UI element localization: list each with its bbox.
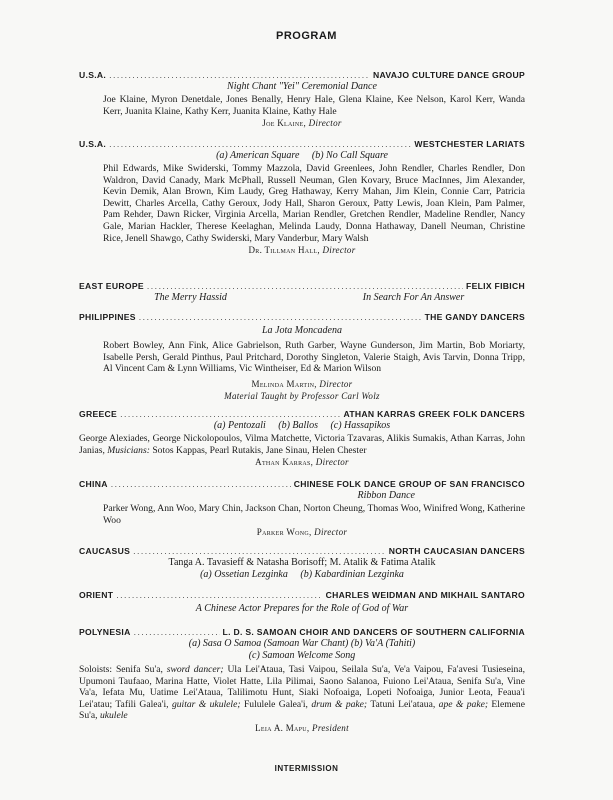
dance-titles — [79, 292, 525, 304]
group-name: FELIX FIBICH — [466, 281, 525, 291]
entry-heading — [79, 627, 525, 638]
entry-greece — [79, 409, 525, 468]
group-name: L. D. S. SAMOAN CHOIR AND DANCERS OF SOUTHERN CALIFORNIA — [222, 627, 525, 637]
intermission-label: INTERMISSION — [274, 764, 339, 773]
soloists-list: Soloists: Senifa Su'a, sword dancer; Ula Lei'Ataua, Tasi Vaipou, Seilala Su'a, Ve'a Vaipou, Fa'avesi Tusieseina, Upumoni Taufaao, Marina Hatte, Violet Hatte, Lila Pilimai, Saono Salanoa, Fuiono Lei'Ataua, Senifa Su'a, Vine Va'a, Iefata Mu, Uatime Lei'Ataua, Talilimotu Hunt, Siaki Nofoaiga, Lopeti Nofoaiga, Junior Leota, Feaua'i Lei'atau; Tafili Galea'i, guitar & ukulele; Fululele Galea'i, drum & pake; Tatuni Lei'ataua, ape & pake; Elemene Su'a, ukulele — [79, 664, 526, 722]
group-name: ATHAN KARRAS GREEK FOLK DANCERS — [343, 409, 525, 419]
performers-list: Parker Wong, Ann Woo, Mary Chin, Jackson Chan, Norton Cheung, Thomas Woo, Winifred Wong, Katherine Woo — [103, 503, 525, 526]
region-label: ORIENT — [79, 590, 114, 600]
dance-title-a: The Merry Hassid — [154, 292, 227, 303]
group-name: WESTCHESTER LARIATS — [414, 139, 525, 149]
entry-china — [79, 479, 525, 538]
director-credit: Parker Wong, Director — [256, 527, 348, 538]
dance-title: (a) Pentozali (b) Ballos (c) Hassapikos — [213, 420, 391, 431]
dance-title: (c) Samoan Welcome Song — [248, 650, 356, 661]
dance-title: Night Chant "Yei" Ceremonial Dance — [227, 81, 377, 92]
region-label: CHINA — [79, 479, 108, 489]
group-name: CHARLES WEIDMAN AND MIKHAIL SANTARO — [325, 590, 525, 600]
entry-heading — [79, 281, 525, 292]
group-name: THE GANDY DANCERS — [424, 312, 525, 322]
dance-title: (a) Ossetian Lezginka (b) Kabardinian Lezginka — [200, 569, 404, 580]
dance-title: (a) Sasa O Samoa (Samoan War Chant) (b) Va'A (Tahiti) — [188, 638, 416, 649]
entry-heading — [79, 409, 525, 420]
region-label: GREECE — [79, 409, 118, 419]
leader-dots — [116, 590, 322, 601]
dance-title: La Jota Moncadena — [262, 325, 342, 336]
entry-caucasus — [79, 546, 525, 581]
leader-dots — [147, 281, 463, 292]
dance-title: A Chinese Actor Prepares for the Role of God of War — [195, 603, 409, 614]
performers-list: George Alexiades, George Nickolopoulos, Vilma Matchette, Victoria Tzavaras, Alikis Sumakis, Athan Karras, John Janias, Musicians: Sotos Kappas, Pearl Rutakis, Jane Sinau, Helen Chester — [79, 433, 525, 456]
entry-usa-westchester — [79, 139, 525, 256]
entry-philippines — [79, 312, 525, 402]
group-name: CHINESE FOLK DANCE GROUP OF SAN FRANCISCO — [293, 479, 525, 489]
entry-heading — [79, 590, 525, 601]
entry-heading — [79, 546, 525, 557]
performers-list: Tanga A. Tavasieff & Natasha Borisoff; M. Atalik & Fatima Atalik — [168, 557, 436, 568]
entry-heading — [79, 479, 525, 490]
region-label: U.S.A. — [79, 70, 107, 80]
leader-dots — [133, 546, 386, 557]
leader-dots — [109, 139, 411, 150]
region-label: POLYNESIA — [79, 627, 131, 637]
entry-orient — [79, 590, 525, 615]
director-credit: Joe Klaine, Director — [262, 118, 342, 129]
leader-dots — [134, 627, 220, 638]
entry-heading — [79, 312, 525, 323]
dance-title: (a) American Square (b) No Call Square — [216, 150, 388, 161]
director-credit: Athan Karras, Director — [255, 457, 349, 468]
region-label: PHILIPPINES — [79, 312, 136, 322]
performers-list: Robert Bowley, Ann Fink, Alice Gabrielson, Ruth Garber, Wayne Gunderson, Jim Martin, Bob Moriarty, Isabelle Persh, Gerald Pinthus, Paul Pritchard, Dorothy Singleton, Valerie Staigh, Avis Tarvin, Donna Tripp, Al Vincent Cam & Lynn Williams, Vic Wintheiser, Ed & Marion Wilson — [103, 340, 525, 375]
entry-heading — [79, 139, 525, 150]
director-credit: Dr. Tillman Hall, Director — [248, 245, 356, 256]
performers-list: Joe Klaine, Myron Denetdale, Jones Benally, Henry Hale, Glena Klaine, Kee Nelson, Karol Kerr, Wanda Kerr, Juanita Klaine, Kathy Kerr, Juanita Klaine, Kathy Hale — [103, 94, 525, 117]
group-name: NORTH CAUCASIAN DANCERS — [388, 546, 525, 556]
page-title: PROGRAM — [276, 30, 337, 42]
performers-list: Phil Edwards, Mike Swiderski, Tommy Mazzola, David Greenlees, John Rendler, Charles Rendler, Don Waldron, David Canady, Mark McPhall, Russell Neuman, Glen Kovary, Bruce MacInnes, Jim Alexander, Kevin Demik, Alan Brown, Kim Laudy, Greg Hathaway, Kerry Mahan, Jim Klein, Connie Carr, Patricia Dewitt, Charles Arcella, Cathy Geroux, Jody Hall, Sharon Geroux, Patty Lewis, Joan Klein, Pam Palmer, Pam Rehder, Dawn Ricker, Virginia Arcella, Marian Rendler, Gretchen Rendler, Madeline Rendler, Nancy Gale, Marian Hackler, Therese Keelaghan, Melinda Laudy, Donna Hathaway, Danell Neuman, Christine Rice, Jenell Shawgo, Cathy Swiderski, Mary Vanderbur, Mary Walsh — [103, 163, 525, 244]
leader-dots — [109, 70, 370, 81]
leader-dots — [111, 479, 291, 490]
leader-dots — [120, 409, 340, 420]
leader-dots — [139, 312, 422, 323]
material-credit: Material Taught by Professor Carl Wolz — [224, 390, 380, 401]
region-label: CAUCASUS — [79, 546, 131, 556]
entry-heading — [79, 70, 525, 81]
dance-title-b: In Search For An Answer — [362, 292, 465, 303]
group-name: NAVAJO CULTURE DANCE GROUP — [373, 70, 525, 80]
region-label: U.S.A. — [79, 139, 107, 149]
entry-east-europe — [79, 281, 525, 304]
president-credit: Leia A. Mapu, President — [255, 722, 349, 733]
director-credit: Melinda Martin, Director — [251, 378, 353, 389]
entry-polynesia — [79, 627, 525, 734]
dance-title: Ribbon Dance — [357, 490, 415, 501]
region-label: EAST EUROPE — [79, 281, 144, 291]
entry-usa-navajo — [79, 70, 525, 129]
